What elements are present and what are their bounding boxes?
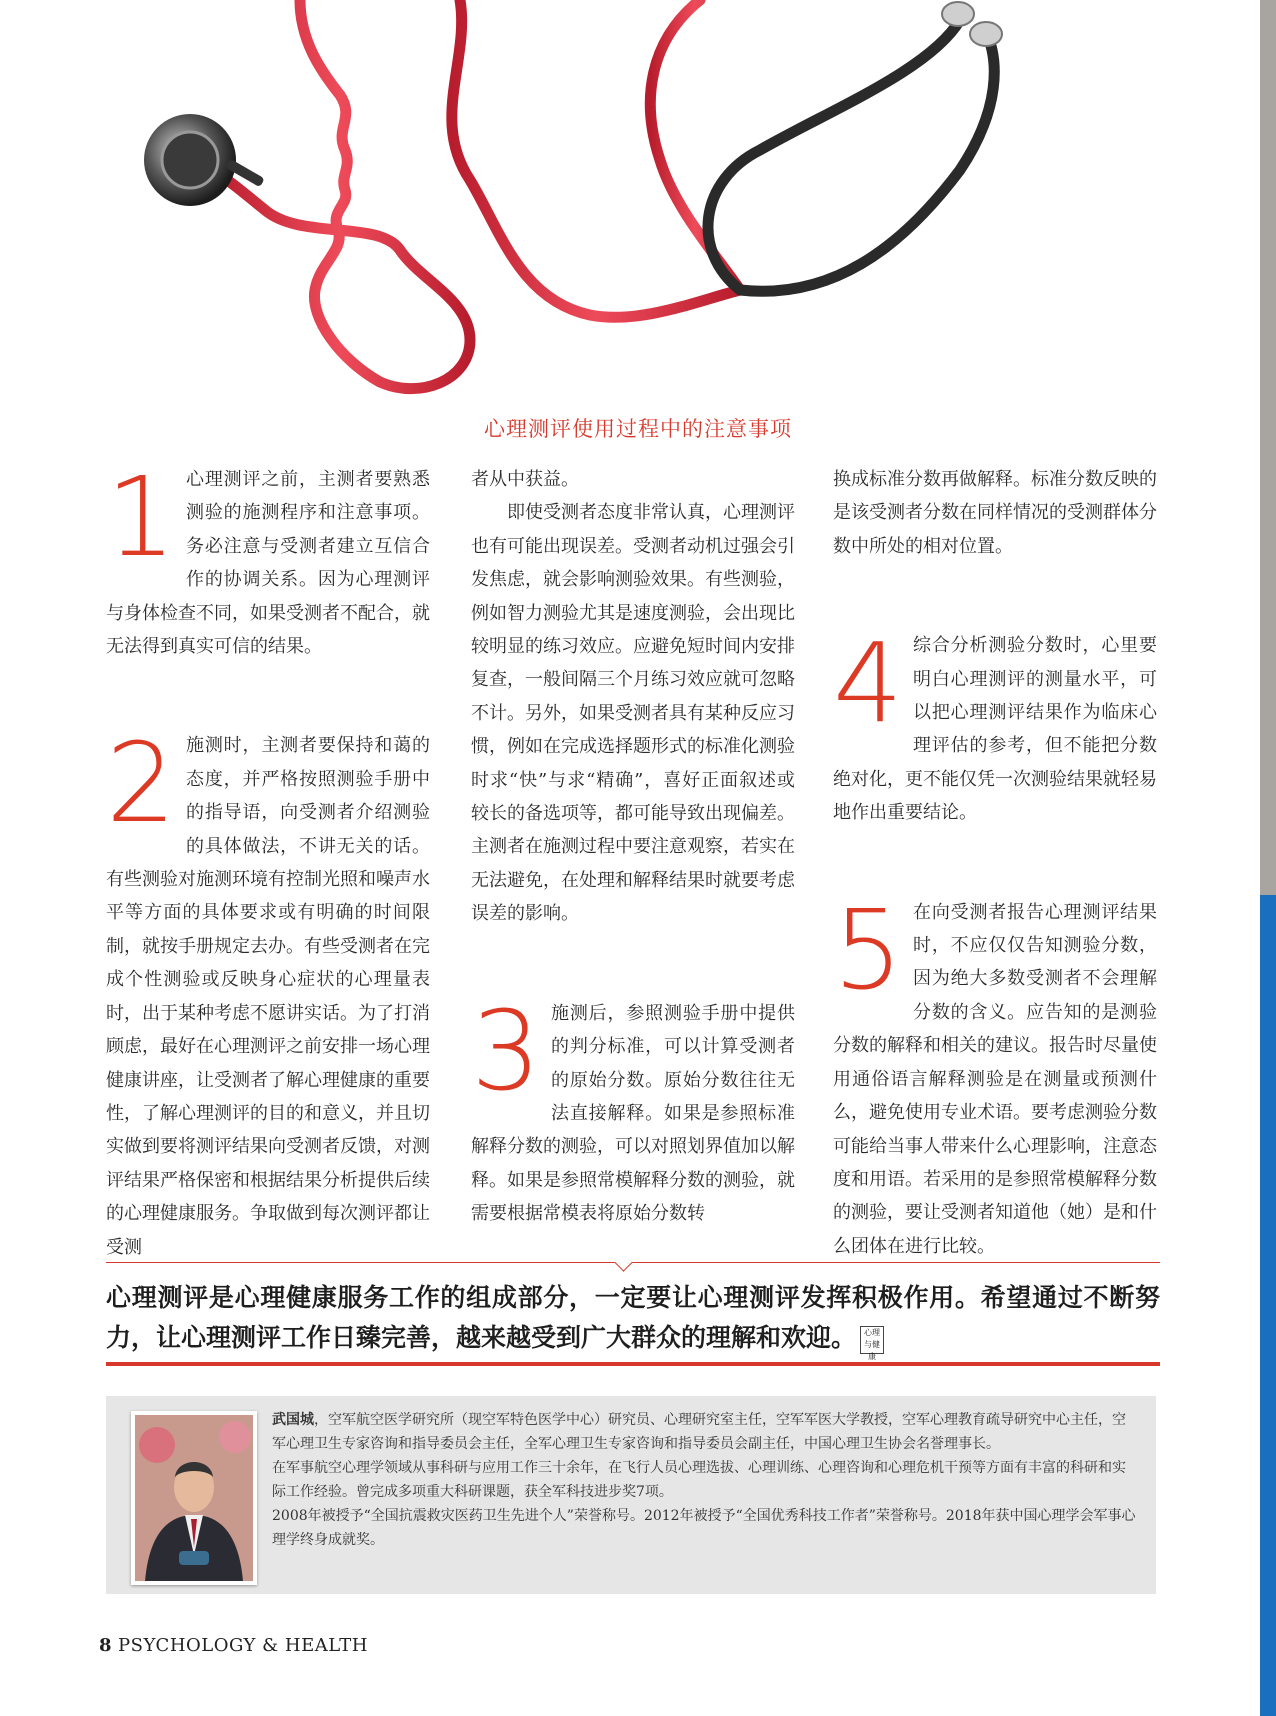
section-3-continued: 换成标准分数再做解释。标准分数反映的是该受测者分数在同样情况的受测群体分数中所处的相对位置。 (833, 469, 1157, 557)
magazine-name: PSYCHOLOGY & HEALTH (118, 1635, 368, 1656)
drop-cap-5: 5 (833, 885, 903, 1014)
author-bio (272, 1408, 1136, 1552)
author-photo (131, 1411, 257, 1585)
page-footer (99, 1635, 368, 1656)
closing-quote: 心理测评是心理健康服务工作的组成部分，一定要让心理测评发挥积极作用。希望通过不断努力，让心理测评工作日臻完善，越来越受到广大群众的理解和欢迎。 心理与健康 (106, 1283, 1160, 1361)
quote-underline (106, 1362, 1160, 1366)
bio-paragraph-1: 武国城，空军航空医学研究所（现空军特色医学中心）研究员、心理研究室主任，空军军医大学教授，空军心理教育疏导研究中心主任，空军心理卫生专家咨询和指导委员会主任，全军心理卫生专家咨询和指导委员会副主任，中国心理卫生协会名誉理事长。 (272, 1412, 1126, 1452)
magazine-stamp: 心理与健康 (860, 1326, 884, 1354)
quote-notch (614, 1253, 632, 1271)
article-subtitle: 心理测评使用过程中的注意事项 (484, 417, 792, 441)
text-column-3 (833, 463, 1157, 1263)
section-4: 4 综合分析测验分数时，心里要明白心理测评的测量水平，可以把心理测评结果作为临床心理评估的参考，但不能把分数绝对化，更不能仅凭一次测验结果就轻易地作出重要结论。 (833, 619, 1157, 824)
section-2-continued: 者从中获益。 (471, 469, 579, 490)
drop-cap-2: 2 (106, 719, 176, 848)
section-3: 3 施测后，参照测验手册中提供的判分标准，可以计算受测者的原始分数。原始分数往往无法直接解释。如果是参照标准解释分数的测验，可以对照划界值加以解释。如果是参照常模解释分数的测验，就需要根据常模表将原始分数转 (471, 986, 795, 1225)
author-name: 武国城 (272, 1412, 314, 1428)
bio-paragraph-2: 在军事航空心理学领域从事科研与应用工作三十余年，在飞行人员心理选拔、心理训练、心理咨询和心理危机干预等方面有丰富的科研和实际工作经验。曾完成多项重大科研课题，获全军科技进步奖7项。 (272, 1460, 1126, 1500)
stethoscope-illustration (0, 0, 1250, 420)
edge-color-bar (1260, 0, 1276, 1716)
text-column-1 (106, 453, 430, 1264)
drop-cap-3: 3 (471, 986, 541, 1115)
text-column-2 (471, 463, 795, 1231)
drop-cap-4: 4 (833, 619, 903, 748)
section-2-paragraph: 即使受测者态度非常认真，心理测评也有可能出现误差。受测者动机过强会引发焦虑，就会影响测验效果。有些测验，例如智力测验尤其是速度测验，会出现比较明显的练习效应。应避免短时间内安排复查，一般间隔三个月练习效应就可忽略不计。另外，如果受测者具有某种反应习惯，例如在完成选择题形式的标准化测验时求“快”与求“精确”，喜好正面叙述或较长的备选项等，都可能导致出现偏差。主测者在施测过程中要注意观察，若实在无法避免，在处理和解释结果时就要考虑误差的影响。 (471, 502, 795, 925)
section-1: 1 心理测评之前，主测者要熟悉测验的施测程序和注意事项。务必注意与受测者建立互信合作的协调关系。因为心理测评与身体检查不同，如果受测者不配合，就无法得到真实可信的结果。 (106, 453, 430, 658)
section-5: 5 在向受测者报告心理测评结果时，不应仅仅告知测验分数，因为绝大多数受测者不会理解分数的含义。应告知的是测验分数的解释和相关的建议。报告时尽量使用通俗语言解释测验是在测量或预测什么，避免使用专业术语。要考虑测验分数可能给当事人带来什么心理影响，注意态度和用语。若采用的是参照常模解释分数的测验，要让受测者知道他（她）是和什么团体在进行比较。 (833, 885, 1157, 1257)
page-number: 8 (99, 1635, 113, 1656)
section-2: 2 施测时，主测者要保持和蔼的态度，并严格按照测验手册中的指导语，向受测者介绍测验的具体做法，不讲无关的话。有些测验对施测环境有控制光照和噪声水平等方面的具体要求或有明确的时间限制，就按手册规定去办。有些受测者在完成个性测验或反映身心症状的心理量表时，出于某种考虑不愿讲实话。为了打消顾虑，最好在心理测评之前安排一场心理健康讲座，让受测者了解心理健康的重要性，了解心理测评的目的和意义，并且切实做到要将测评结果向受测者反馈，对测评结果严格保密和根据结果分析提供后续的心理健康服务。争取做到每次测评都让受测 (106, 719, 430, 1258)
bio-paragraph-3: 2008年被授予“全国抗震救灾医药卫生先进个人”荣誉称号。2012年被授予“全国优秀科技工作者”荣誉称号。2018年获中国心理学会军事心理学终身成就奖。 (272, 1508, 1136, 1548)
drop-cap-1: 1 (106, 453, 176, 581)
